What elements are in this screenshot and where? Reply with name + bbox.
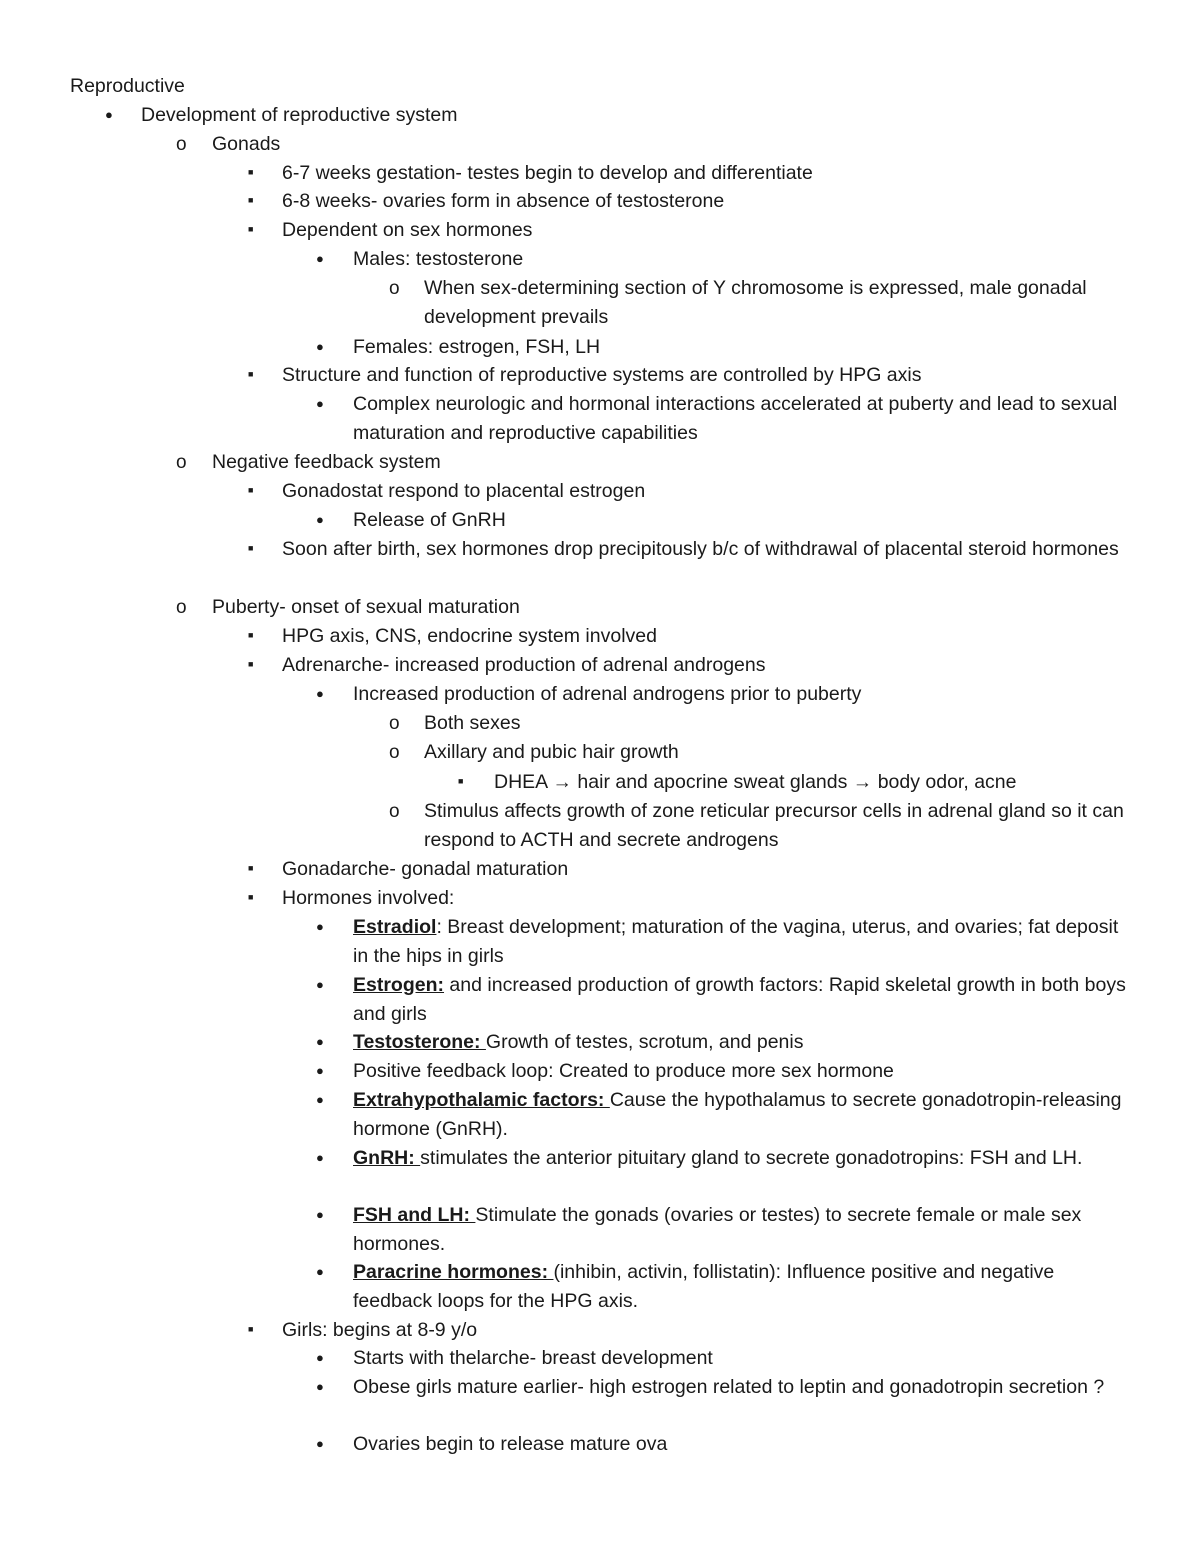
list-item-text: [282, 187, 1128, 216]
item-body-text: (inhibin, activin, follistatin): Influence positive and negative feedback loops for the HPG axis.: [353, 1261, 1055, 1312]
bullet-disc-icon: [316, 680, 342, 710]
bullet-square-icon: [248, 535, 274, 567]
list-item-text: [353, 1028, 1128, 1057]
item-body-text: Males: testosterone: [353, 248, 524, 270]
item-body-text: Puberty- onset of sexual maturation: [212, 596, 520, 618]
bullet-square-icon: [248, 1316, 274, 1348]
item-body-text: Soon after birth, sex hormones drop precipitously b/c of withdrawal of placental steroid hormones: [282, 538, 1119, 560]
bullet-disc-icon: [316, 1430, 342, 1460]
list-item-text: [424, 274, 1128, 332]
bullet-square-icon: [248, 884, 274, 916]
bullet-disc-icon: [316, 1201, 342, 1231]
item-body-text: Adrenarche- increased production of adrenal androgens: [282, 654, 766, 676]
item-body-text: Females: estrogen, FSH, LH: [353, 336, 601, 358]
bullet-circle-icon: [176, 130, 202, 159]
bullet-disc-icon: [316, 333, 342, 363]
list-item-text: [282, 651, 1128, 680]
item-body-text: : Breast development; maturation of the vagina, uterus, and ovaries; fat deposit in the hips in girls: [353, 916, 1119, 967]
item-body-text: Starts with thelarche- breast development: [353, 1347, 713, 1369]
bullet-circle-icon: [176, 593, 202, 622]
list-item-text: [282, 535, 1128, 564]
item-body-text: Negative feedback system: [212, 451, 441, 473]
item-body-text: Stimulus affects growth of zone reticular precursor cells in adrenal gland so it can respond to ACTH and secrete androgens: [424, 800, 1124, 851]
item-body-text: 6-8 weeks- ovaries form in absence of testosterone: [282, 190, 725, 212]
term-label: Estradiol: [353, 916, 437, 938]
list-item-text: [353, 1430, 1128, 1459]
list-item-text: [353, 1057, 1128, 1086]
bullet-circle-icon: [389, 738, 415, 767]
bullet-disc-icon: [105, 101, 131, 131]
item-body-text: When sex-determining section of Y chromosome is expressed, male gonadal development prevails: [424, 277, 1087, 328]
item-body-text: Complex neurologic and hormonal interactions accelerated at puberty and lead to sexual maturation and reproductive capabilities: [353, 393, 1118, 444]
bullet-disc-icon: [316, 913, 342, 943]
list-item-text: [353, 1144, 1128, 1173]
list-item-text: [424, 738, 1128, 767]
term-label: Paracrine hormones:: [353, 1261, 554, 1283]
list-item-text: [282, 361, 1128, 390]
list-item-text: [353, 1258, 1128, 1316]
bullet-disc-icon: [316, 506, 342, 536]
bullet-disc-icon: [316, 1086, 342, 1116]
list-item-text: [353, 1373, 1128, 1402]
list-item-text: [353, 680, 1128, 709]
item-body-text: Hormones involved:: [282, 887, 455, 909]
item-body-text: Positive feedback loop: Created to produce more sex hormone: [353, 1060, 894, 1082]
item-body-text: Release of GnRH: [353, 509, 506, 531]
list-item-text: [353, 971, 1128, 1029]
list-item-text: [282, 622, 1128, 651]
item-body-text: HPG axis, CNS, endocrine system involved: [282, 625, 657, 647]
list-item-text: [424, 797, 1128, 855]
list-item-text: [212, 130, 1128, 159]
item-body-text: Obese girls mature earlier- high estrogen related to leptin and gonadotropin secretion ?: [353, 1376, 1105, 1398]
item-body-text: Ovaries begin to release mature ova: [353, 1433, 668, 1455]
list-item-text: [424, 709, 1128, 738]
item-body-text: Stimulate the gonads (ovaries or testes) to secrete female or male sex hormones.: [353, 1204, 1082, 1255]
document-title: Reproductive: [70, 75, 185, 97]
list-item-text: [282, 1316, 1128, 1345]
list-item-text: [212, 448, 1128, 477]
list-item-text: [212, 593, 1128, 622]
bullet-disc-icon: [316, 245, 342, 275]
term-label: Estrogen:: [353, 974, 445, 996]
item-body-text: Increased production of adrenal androgens prior to puberty: [353, 683, 862, 705]
bullet-circle-icon: [389, 797, 415, 826]
list-item-text: [353, 1086, 1128, 1144]
bullet-circle-icon: [176, 448, 202, 477]
item-body-text: Girls: begins at 8-9 y/o: [282, 1319, 478, 1341]
item-body-text: Gonadarche- gonadal maturation: [282, 858, 569, 880]
term-label: Testosterone:: [353, 1031, 486, 1053]
item-body-text: Gonadostat respond to placental estrogen: [282, 480, 646, 502]
term-label: FSH and LH:: [353, 1204, 476, 1226]
list-item-text: [353, 390, 1128, 448]
item-body-text: DHEA → hair and apocrine sweat glands → body odor, acne: [494, 771, 1017, 793]
bullet-disc-icon: [316, 1144, 342, 1174]
list-item-text: [141, 101, 1128, 130]
item-body-text: Growth of testes, scrotum, and penis: [485, 1031, 804, 1053]
bullet-disc-icon: [316, 1057, 342, 1087]
list-item-text: [353, 245, 1128, 274]
list-item-text: [353, 913, 1128, 971]
bullet-square-icon: [248, 622, 274, 654]
bullet-square-icon: [248, 855, 274, 887]
item-body-text: Gonads: [212, 133, 281, 155]
bullet-disc-icon: [316, 1373, 342, 1403]
bullet-circle-icon: [389, 274, 415, 303]
bullet-square-icon: [248, 361, 274, 393]
item-body-text: Cause the hypothalamus to secrete gonadotropin-releasing hormone (GnRH).: [353, 1089, 1122, 1140]
bullet-disc-icon: [316, 971, 342, 1001]
list-item-text: [282, 477, 1128, 506]
item-body-text: Axillary and pubic hair growth: [424, 741, 679, 763]
term-label: Extrahypothalamic factors:: [353, 1089, 610, 1111]
item-body-text: 6-7 weeks gestation- testes begin to develop and differentiate: [282, 162, 813, 184]
bullet-square-icon: [248, 216, 274, 248]
item-body-text: Structure and function of reproductive systems are controlled by HPG axis: [282, 364, 922, 386]
item-body-text: Both sexes: [424, 712, 521, 734]
bullet-square-icon: [458, 768, 484, 800]
list-item-text: [282, 884, 1128, 913]
list-item-text: [353, 506, 1128, 535]
term-label: GnRH:: [353, 1147, 421, 1169]
item-body-text: stimulates the anterior pituitary gland to secrete gonadotropins: FSH and LH.: [420, 1147, 1083, 1169]
item-body-text: and increased production of growth factors: Rapid skeletal growth in both boys and girls: [353, 974, 1126, 1025]
list-item-text: [353, 1201, 1128, 1259]
bullet-disc-icon: [316, 1258, 342, 1288]
bullet-square-icon: [248, 651, 274, 683]
list-item-text: [282, 855, 1128, 884]
list-item-text: [282, 159, 1128, 188]
item-body-text: Development of reproductive system: [141, 104, 458, 126]
list-item-text: [494, 768, 1128, 797]
bullet-square-icon: [248, 187, 274, 219]
list-item-text: [353, 1344, 1128, 1373]
bullet-disc-icon: [316, 390, 342, 420]
bullet-square-icon: [248, 477, 274, 509]
item-body-text: Dependent on sex hormones: [282, 219, 533, 241]
bullet-disc-icon: [316, 1344, 342, 1374]
list-item-text: [282, 216, 1128, 245]
list-item-text: [353, 333, 1128, 362]
bullet-circle-icon: [389, 709, 415, 738]
bullet-disc-icon: [316, 1028, 342, 1058]
